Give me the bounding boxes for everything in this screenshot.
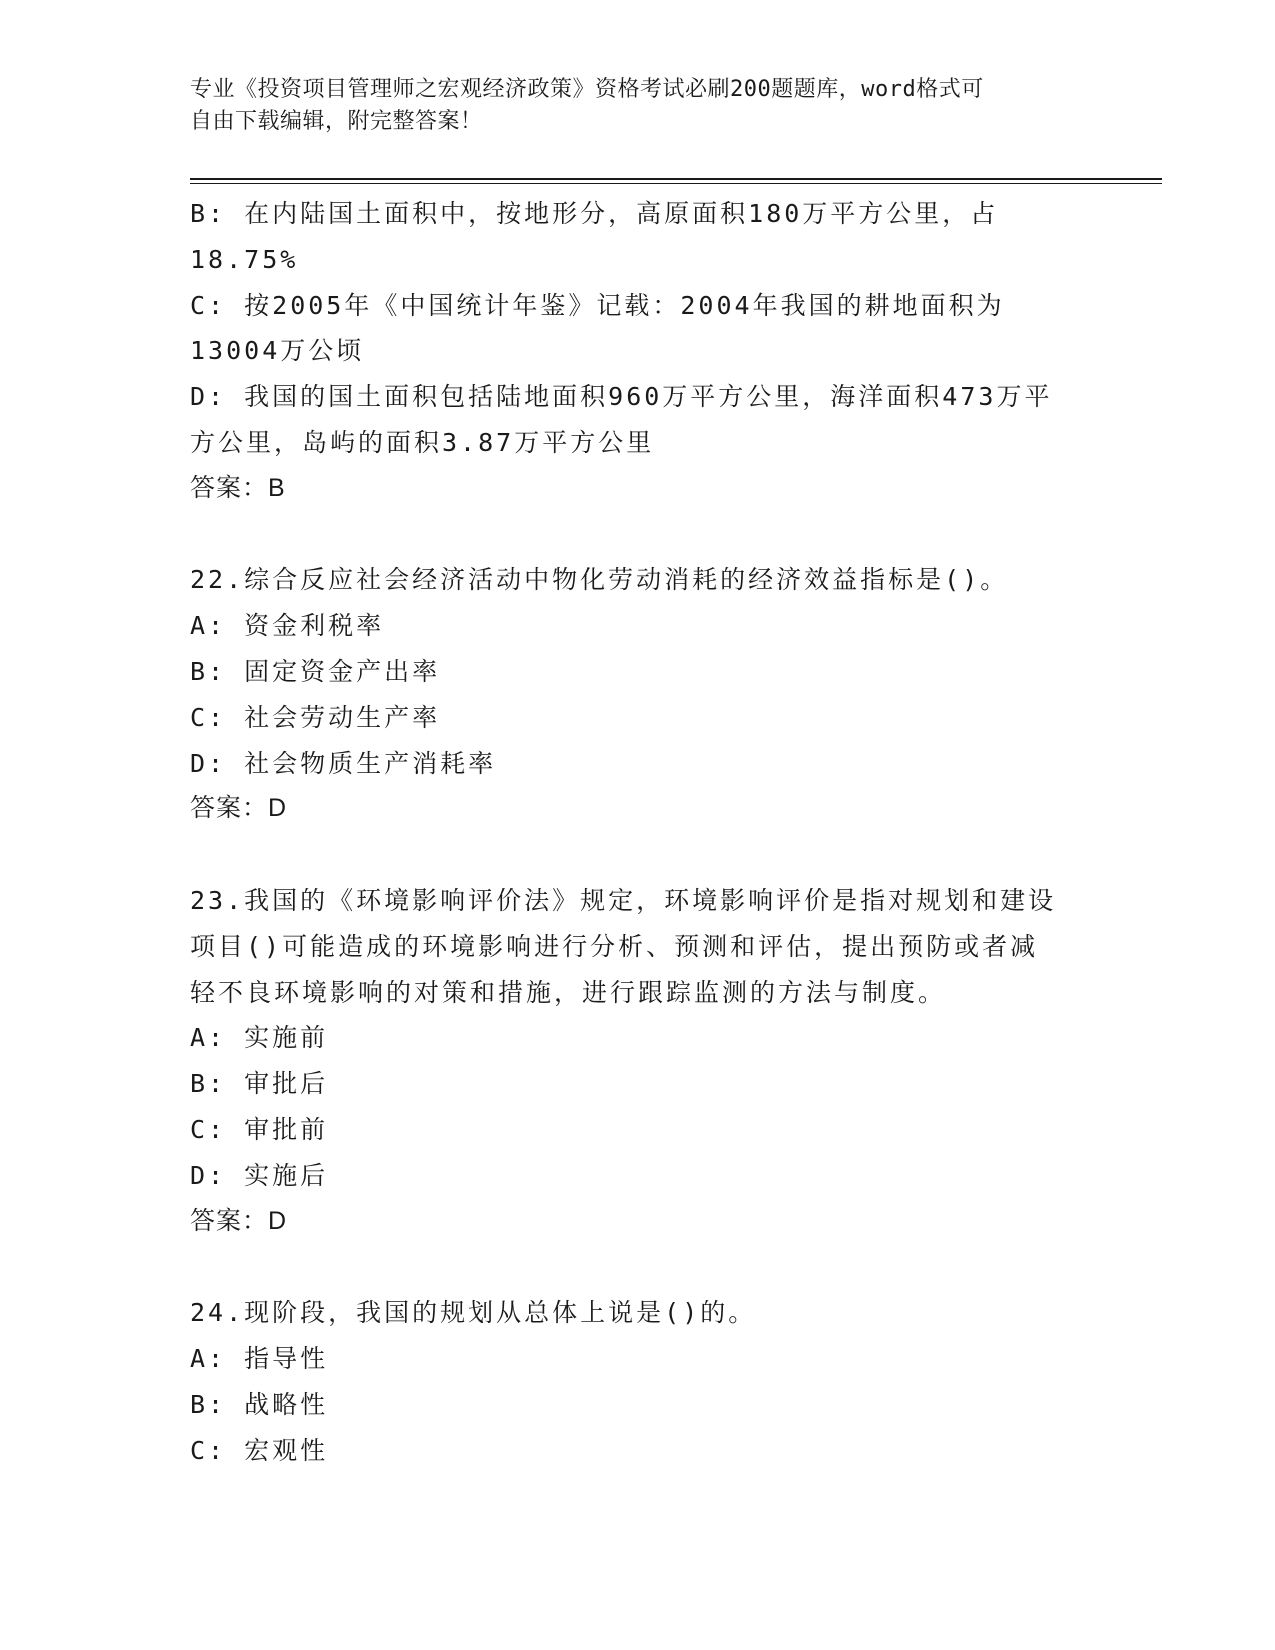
q21-option-c-line-2: 13004万公顷 xyxy=(190,336,365,366)
q23-question-line-2: 项目()可能造成的环境影响进行分析、预测和评估，提出预防或者减 xyxy=(190,931,1039,961)
q22-option-c: C: 社会劳动生产率 xyxy=(190,702,441,732)
q23-option-a: A: 实施前 xyxy=(190,1023,329,1053)
q24-option-a: A: 指导性 xyxy=(190,1343,329,1373)
header-line-1: 专业《投资项目管理师之宏观经济政策》资格考试必刷200题题库，word格式可 xyxy=(190,77,984,102)
q21-option-b-line-1: B: 在内陆国土面积中，按地形分，高原面积180万平方公里，占 xyxy=(190,199,999,228)
q23-answer: 答案：D xyxy=(190,1206,288,1235)
q22-option-a: A: 资金利税率 xyxy=(190,611,385,641)
spacer xyxy=(190,832,1090,878)
q22-option-d: D: 社会物质生产消耗率 xyxy=(190,748,497,778)
q22-option-b: B: 固定资金产出率 xyxy=(190,656,441,686)
q21-option-d-line-2: 方公里，岛屿的面积3.87万平方公里 xyxy=(190,427,655,457)
question-22-block xyxy=(190,557,1090,832)
header-divider-thin xyxy=(190,183,1162,184)
spacer xyxy=(190,1244,1090,1290)
spacer xyxy=(190,512,1090,558)
q22-answer: 答案：D xyxy=(190,794,288,823)
header-divider-thick xyxy=(190,178,1162,180)
q24-question: 24.现阶段，我国的规划从总体上说是()的。 xyxy=(190,1298,757,1328)
q21-option-d-line-1: D: 我国的国土面积包括陆地面积960万平方公里，海洋面积473万平 xyxy=(190,382,1053,412)
q24-option-c: C: 宏观性 xyxy=(190,1435,329,1465)
q21-option-b-line-2: 18.75% xyxy=(190,244,299,274)
q21-answer: 答案：B xyxy=(190,473,286,502)
header-line-2: 自由下载编辑，附完整答案！ xyxy=(190,109,483,134)
q24-option-b: B: 战略性 xyxy=(190,1389,329,1419)
q23-option-c: C: 审批前 xyxy=(190,1114,329,1144)
question-24-block xyxy=(190,1290,1090,1473)
document-body xyxy=(190,191,1090,1473)
q23-option-d: D: 实施后 xyxy=(190,1160,329,1190)
document-header xyxy=(190,74,1090,138)
question-21-block xyxy=(190,191,1090,512)
q23-question-line-1: 23.我国的《环境影响评价法》规定，环境影响评价是指对规划和建设 xyxy=(190,885,1057,915)
q21-option-c-line-1: C: 按2005年《中国统计年鉴》记载：2004年我国的耕地面积为 xyxy=(190,290,1005,320)
q23-question-line-3: 轻不良环境影响的对策和措施，进行跟踪监测的方法与制度。 xyxy=(190,977,947,1007)
q23-option-b: B: 审批后 xyxy=(190,1069,329,1099)
q22-question: 22.综合反应社会经济活动中物化劳动消耗的经济效益指标是()。 xyxy=(190,565,1009,595)
question-23-block xyxy=(190,878,1090,1244)
